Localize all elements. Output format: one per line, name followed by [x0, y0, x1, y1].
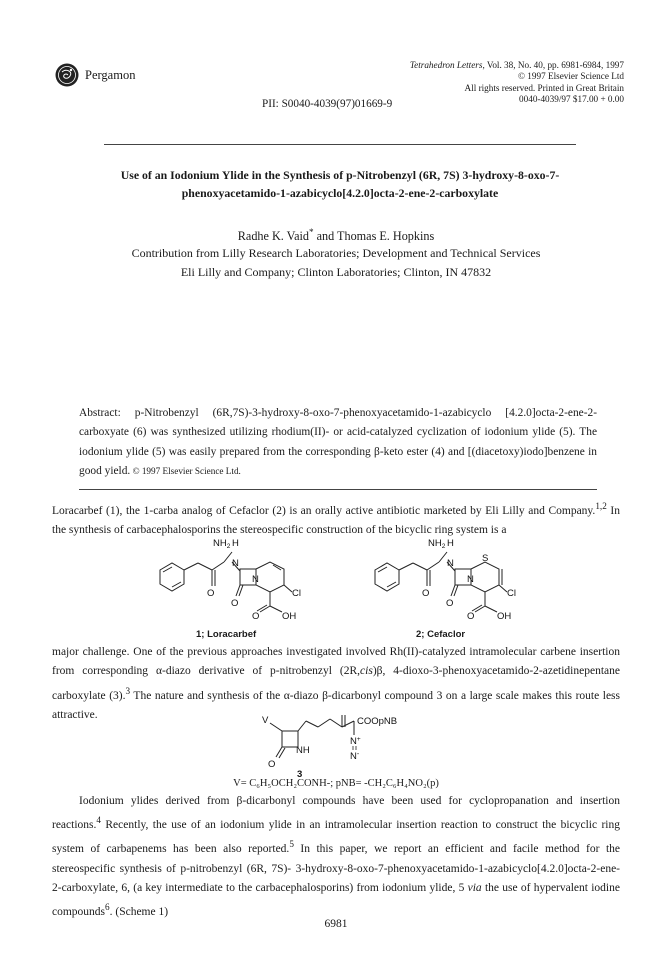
- s1-ring-n: N: [252, 574, 259, 585]
- s3-nh: NH: [296, 745, 310, 756]
- rights-line: All rights reserved. Printed in Great Britain: [464, 82, 624, 93]
- corresponding-mark: *: [308, 227, 314, 237]
- cis-italic: cis: [360, 665, 373, 678]
- page-number: 6981: [324, 918, 348, 930]
- s3-n-minus: N-: [350, 751, 360, 762]
- journal-details: , Vol. 38, No. 40, pp. 6981-6984, 1997: [482, 60, 624, 70]
- paragraph-3-text-e: . (Scheme 1): [109, 905, 169, 918]
- s1-h: H: [232, 538, 239, 549]
- ref-5: 5: [289, 839, 294, 850]
- pergamon-logo-icon: [55, 63, 79, 87]
- authors: [0, 227, 672, 244]
- s2-o-lactam: O: [446, 598, 454, 609]
- paragraph-1-text-a: Loracarbef (1), the 1-carba analog of Cefaclor (2) is an orally active antibiotic marketed by Eli Lilly and Company.: [52, 504, 596, 517]
- header-rule: [104, 144, 576, 145]
- paragraph-3-text-b: Recently, the use of an iodonium ylide in an intramolecular insertion reaction to construct the bicyclic ring system of carbapenems has been also reported.: [52, 819, 620, 856]
- paragraph-1: [52, 497, 620, 540]
- paragraph-3-text-c: In this paper, we report an efficient and facile method for the stereospecific synthesis of p-nitrobenzyl (6R, 7S)- 3-hydroxy-8-oxo-7-phenoxyacetamido-1-azabicyclo[4.2.0]octa-2-ene-2-carboxylate, 6, (a key intermediate to the carbacephalosporins) from iodonium ylide, 5: [52, 843, 620, 894]
- ref-1-2: 1,2: [595, 501, 607, 511]
- price-line: 0040-4039/97 $17.00 + 0.00: [519, 94, 624, 105]
- via-italic: via: [467, 881, 482, 894]
- author-2: and Thomas E. Hopkins: [313, 229, 435, 244]
- s2-h: H: [447, 538, 454, 549]
- s3-number: 3: [297, 769, 303, 780]
- paragraph-2-text-b: )β, 4-dioxo-3-phenoxyacetamido-2-azetidinepentane carboxylate (3).: [52, 665, 620, 702]
- s1-o-acid: O: [252, 611, 260, 622]
- paragraph-2-text-a: major challenge. One of the previous approaches investigated involved Rh(II)-catalyzed intramolecular carbene insertion from corresponding α-diazo derivative of p-nitrobenzyl (2R,: [52, 646, 620, 678]
- s3-v: V: [262, 715, 269, 726]
- author-1: Radhe K. Vaid: [237, 229, 309, 244]
- affiliation-line-1: Contribution from Lilly Research Laboratories; Development and Technical Services: [131, 246, 541, 260]
- s2-cl: Cl: [507, 588, 516, 599]
- caption-1: 1; Loracarbef: [196, 629, 257, 640]
- s1-nh2: $NH_2$: [213, 538, 231, 550]
- ref-4: 4: [96, 815, 101, 826]
- s2-o-amide: O: [422, 588, 430, 599]
- ref-3: 3: [125, 685, 131, 696]
- publisher-name: Pergamon: [85, 68, 136, 82]
- title-line-2: phenoxyacetamido-1-azabicyclo[4.2.0]octa-2-ene-2-carboxylate: [181, 186, 499, 200]
- structures-1-2: [0, 536, 672, 628]
- paragraph-2-text-c: The nature and synthesis of the α-diazo β-dicarbonyl compound 3 on a large scale makes this route less attractive.: [52, 689, 621, 721]
- s1-o-amide: O: [207, 588, 215, 599]
- ref-6: 6: [105, 902, 110, 913]
- paragraph-3-text-d: the use of hypervalent iodine compounds: [52, 881, 620, 918]
- s2-ring-n: N: [467, 574, 474, 585]
- structure-3: [0, 715, 672, 785]
- affiliation-line-2: Eli Lilly and Company; Clinton Laboratories; Clinton, IN 47832: [180, 265, 492, 279]
- s2-s: S: [482, 553, 489, 564]
- paragraph-1-text-b: In the synthesis of carbacephalosporins the stereospecific construction of the bicyclic ring system is a: [52, 504, 620, 537]
- s1-n: N: [232, 558, 239, 569]
- s2-o-acid: O: [467, 611, 475, 622]
- pii-line: PII: S0040-4039(97)01669-9: [262, 98, 393, 110]
- abstract-copyright: © 1997 Elsevier Science Ltd.: [130, 466, 241, 477]
- article-title: [95, 166, 585, 202]
- s2-nh2: $NH_2$: [428, 538, 446, 550]
- caption-2: 2; Cefaclor: [416, 629, 466, 640]
- title-line-1: Use of an Iodonium Ylide in the Synthesis of p-Nitrobenzyl (6R, 7S) 3-hydroxy-8-oxo-7-: [120, 168, 560, 182]
- abstract-rule: [79, 489, 597, 490]
- s1-cl: Cl: [292, 588, 301, 599]
- s2-oh: OH: [497, 611, 512, 622]
- structure-3-legend: V= C₆H₅OCH₂CONH-; pNB= -CH₂C₆H₄NO₂(p): [233, 778, 439, 789]
- paragraph-3-text-a: Iodonium ylides derived from β-dicarbonyl compounds have been used for cyclopropanation and insertion reactions.: [52, 795, 620, 832]
- s2-n: N: [447, 558, 454, 569]
- journal-title: Tetrahedron Letters: [409, 60, 483, 70]
- abstract-text: Abstract: p-Nitrobenzyl (6R,7S)-3-hydroxy-8-oxo-7-phenoxyacetamido-1-azabicyclo [4.2.0]octa-2-ene-2-carboxyate (6) was synthesized utilizing rhodium(II)- or acid-catalyzed cyclization of iodonium ylide (5). The iodonium ylide (5) was easily prepared from the corresponding β-keto ester (4) and [(diacetoxy)iodo]benzene in good yield.: [79, 407, 597, 478]
- s3-o-lactam: O: [268, 759, 276, 770]
- copyright-line: © 1997 Elsevier Science Ltd: [518, 71, 624, 82]
- s3-n-plus: N+: [350, 736, 361, 747]
- s1-o-lactam: O: [231, 598, 239, 609]
- abstract: [79, 404, 597, 482]
- s3-coopnb: COOpNB: [357, 716, 398, 727]
- s1-oh: OH: [282, 611, 297, 622]
- paragraph-2: [52, 643, 620, 725]
- paragraph-3: [52, 792, 620, 922]
